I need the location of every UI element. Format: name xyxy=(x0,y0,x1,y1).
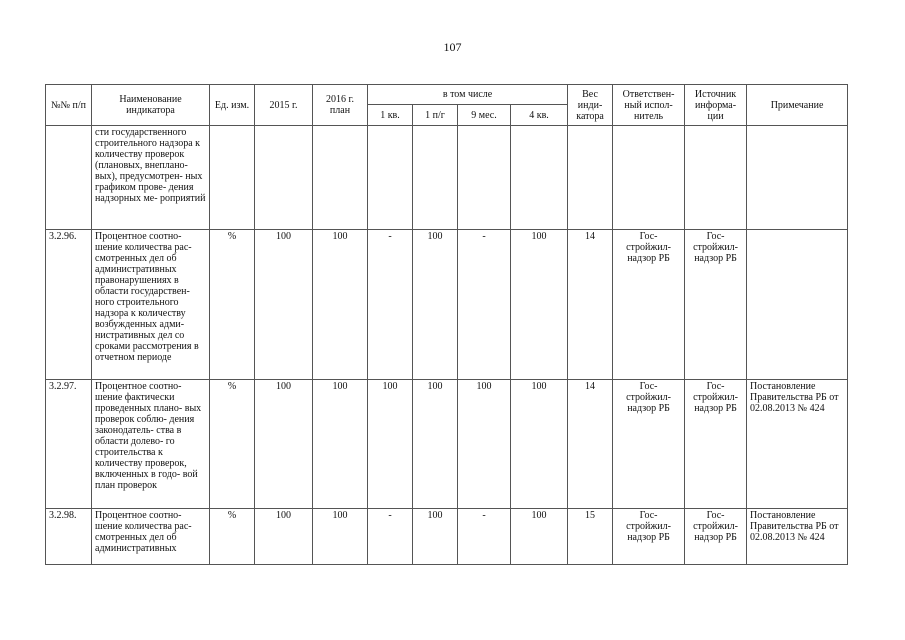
cell-source: Гос- стройжил- надзор РБ xyxy=(685,509,747,565)
cell-q4: 100 xyxy=(511,380,568,509)
cell-2016: 100 xyxy=(313,380,368,509)
table-row xyxy=(46,126,848,230)
cell-2015: 100 xyxy=(255,509,313,565)
cell-9m: 100 xyxy=(458,380,511,509)
header-q4: 4 кв. xyxy=(511,105,568,126)
cell-name: Процентное соотно- шение количества рас- смотренных дел об административных xyxy=(92,509,210,565)
header-including: в том числе xyxy=(368,85,568,105)
header-h1: 1 п/г xyxy=(413,105,458,126)
cell-num: 3.2.98. xyxy=(46,509,92,565)
header-unit: Ед. изм. xyxy=(210,85,255,126)
header-num: №№ п/п xyxy=(46,85,92,126)
cell-weight: 14 xyxy=(568,230,613,380)
header-2015: 2015 г. xyxy=(255,85,313,126)
header-responsible: Ответствен- ный испол- нитель xyxy=(613,85,685,126)
cell-num: 3.2.97. xyxy=(46,380,92,509)
header-note: Примечание xyxy=(747,85,848,126)
cell-source: Гос- стройжил- надзор РБ xyxy=(685,230,747,380)
cell-responsible: Гос- стройжил- надзор РБ xyxy=(613,230,685,380)
page-number: 107 xyxy=(443,40,462,54)
cell-source: Гос- стройжил- надзор РБ xyxy=(685,380,747,509)
cell-weight xyxy=(568,126,613,230)
header-source: Источник информа- ции xyxy=(685,85,747,126)
cell-2016 xyxy=(313,126,368,230)
cell-unit: % xyxy=(210,380,255,509)
cell-h1: 100 xyxy=(413,380,458,509)
cell-2015: 100 xyxy=(255,380,313,509)
cell-responsible: Гос- стройжил- надзор РБ xyxy=(613,380,685,509)
cell-note: Постановление Правительства РБ от 02.08.2013 № 424 xyxy=(747,380,848,509)
indicators-table xyxy=(45,84,848,565)
cell-h1 xyxy=(413,126,458,230)
cell-2015 xyxy=(255,126,313,230)
cell-2015: 100 xyxy=(255,230,313,380)
cell-note xyxy=(747,126,848,230)
cell-q4 xyxy=(511,126,568,230)
cell-weight: 15 xyxy=(568,509,613,565)
cell-q4: 100 xyxy=(511,509,568,565)
cell-source xyxy=(685,126,747,230)
header-2016-plan: 2016 г. план xyxy=(313,85,368,126)
cell-num: 3.2.96. xyxy=(46,230,92,380)
cell-q1: - xyxy=(368,230,413,380)
cell-name: Процентное соотно- шение фактически проведенных плано- вых проверок соблю- дения законодатель- ства в области долево- го строительства к количеству проверок, включенных в годо- вой план проверок xyxy=(92,380,210,509)
cell-q1: - xyxy=(368,509,413,565)
table-row xyxy=(46,230,848,380)
cell-9m xyxy=(458,126,511,230)
cell-unit: % xyxy=(210,509,255,565)
header-q1: 1 кв. xyxy=(368,105,413,126)
cell-h1: 100 xyxy=(413,230,458,380)
cell-note xyxy=(747,230,848,380)
cell-q4: 100 xyxy=(511,230,568,380)
header-name: Наименование индикатора xyxy=(92,85,210,126)
cell-h1: 100 xyxy=(413,509,458,565)
header-weight: Вес инди- катора xyxy=(568,85,613,126)
table-row xyxy=(46,509,848,565)
header-9m: 9 мес. xyxy=(458,105,511,126)
cell-2016: 100 xyxy=(313,230,368,380)
cell-name: сти государственного строительного надзора к количеству проверок (плановых, внеплано- вых), предусмотрен- ных графиком прове- дения надзорных ме- роприятий xyxy=(92,126,210,230)
cell-name: Процентное соотно- шение количества рас- смотренных дел об административных правонарушениях в области государствен- ного строительного надзора к количеству возбужденных адми- нистративных дел со сроками рассмотрения в отчетном периоде xyxy=(92,230,210,380)
cell-q1: 100 xyxy=(368,380,413,509)
cell-q1 xyxy=(368,126,413,230)
cell-responsible xyxy=(613,126,685,230)
cell-responsible: Гос- стройжил- надзор РБ xyxy=(613,509,685,565)
cell-2016: 100 xyxy=(313,509,368,565)
cell-unit xyxy=(210,126,255,230)
table-header xyxy=(46,85,848,126)
cell-weight: 14 xyxy=(568,380,613,509)
table-body xyxy=(46,126,848,565)
table-row xyxy=(46,380,848,509)
cell-num xyxy=(46,126,92,230)
cell-note: Постановление Правительства РБ от 02.08.2013 № 424 xyxy=(747,509,848,565)
cell-unit: % xyxy=(210,230,255,380)
cell-9m: - xyxy=(458,509,511,565)
cell-9m: - xyxy=(458,230,511,380)
